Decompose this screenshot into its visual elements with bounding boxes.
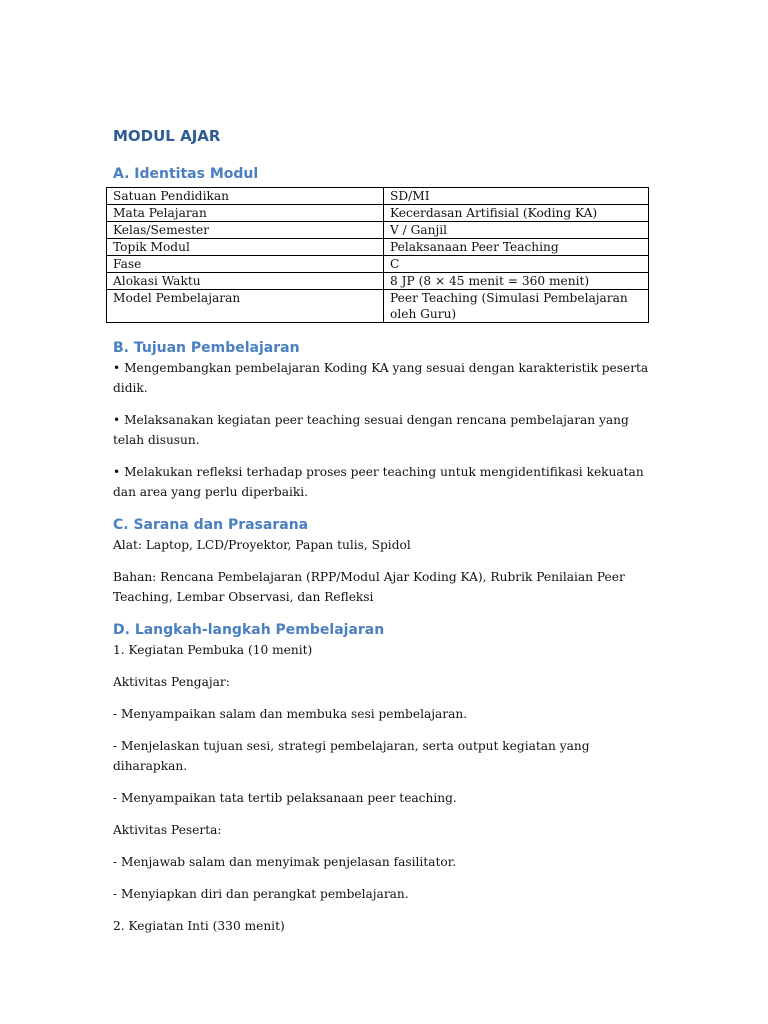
table-cell-value: SD/MI [384,188,649,205]
table-cell-label: Kelas/Semester [107,222,384,239]
document-title: MODUL AJAR [113,127,221,145]
section-b-heading: B. Tujuan Pembelajaran [113,340,300,356]
table-cell-value: C [384,256,649,273]
table-cell-label: Fase [107,256,384,273]
table-row [107,273,649,290]
list-item: - Menyiapkan diri dan perangkat pembelajaran. [113,887,409,901]
tujuan-item: • Mengembangkan pembelajaran Koding KA yang sesuai dengan karakteristik peserta didik. [113,361,649,395]
table-row [107,290,649,323]
sarana-alat: Alat: Laptop, LCD/Proyektor, Papan tulis, Spidol [113,538,411,552]
kegiatan-pembuka: 1. Kegiatan Pembuka (10 menit) [113,643,313,657]
table-row [107,256,649,273]
list-item: - Menjelaskan tujuan sesi, strategi pembelajaran, serta output kegiatan yang diharapkan. [113,739,590,773]
sarana-bahan: Bahan: Rencana Pembelajaran (RPP/Modul Ajar Koding KA), Rubrik Penilaian Peer Teaching, Lembar Observasi, dan Refleksi [113,570,625,604]
section-a-heading: A. Identitas Modul [113,166,259,182]
table-cell-value: Pelaksanaan Peer Teaching [384,239,649,256]
list-item: - Menyampaikan salam dan membuka sesi pembelajaran. [113,707,468,721]
table-row [107,222,649,239]
table-cell-value: Peer Teaching (Simulasi Pembelajaran oleh Guru) [384,290,649,323]
list-item: - Menjawab salam dan menyimak penjelasan fasilitator. [113,855,457,869]
identitas-table [106,187,649,323]
document-page [113,126,653,936]
table-cell-value: V / Ganjil [384,222,649,239]
list-item: - Menyampaikan tata tertib pelaksanaan peer teaching. [113,791,457,805]
aktivitas-pengajar-label: Aktivitas Pengajar: [113,675,230,689]
section-c-heading: C. Sarana dan Prasarana [113,517,309,533]
table-cell-label: Topik Modul [107,239,384,256]
table-cell-label: Mata Pelajaran [107,205,384,222]
table-row [107,205,649,222]
tujuan-item: • Melakukan refleksi terhadap proses peer teaching untuk mengidentifikasi kekuatan dan area yang perlu diperbaiki. [113,465,644,499]
table-cell-label: Satuan Pendidikan [107,188,384,205]
section-d-heading: D. Langkah-langkah Pembelajaran [113,622,385,638]
table-row [107,239,649,256]
table-cell-value: Kecerdasan Artifisial (Koding KA) [384,205,649,222]
table-cell-label: Model Pembelajaran [107,290,384,323]
aktivitas-peserta-label: Aktivitas Peserta: [113,823,222,837]
tujuan-item: • Melaksanakan kegiatan peer teaching sesuai dengan rencana pembelajaran yang telah disusun. [113,413,629,447]
kegiatan-inti: 2. Kegiatan Inti (330 menit) [113,919,285,933]
table-cell-label: Alokasi Waktu [107,273,384,290]
table-cell-value: 8 JP (8 × 45 menit = 360 menit) [384,273,649,290]
table-row [107,188,649,205]
